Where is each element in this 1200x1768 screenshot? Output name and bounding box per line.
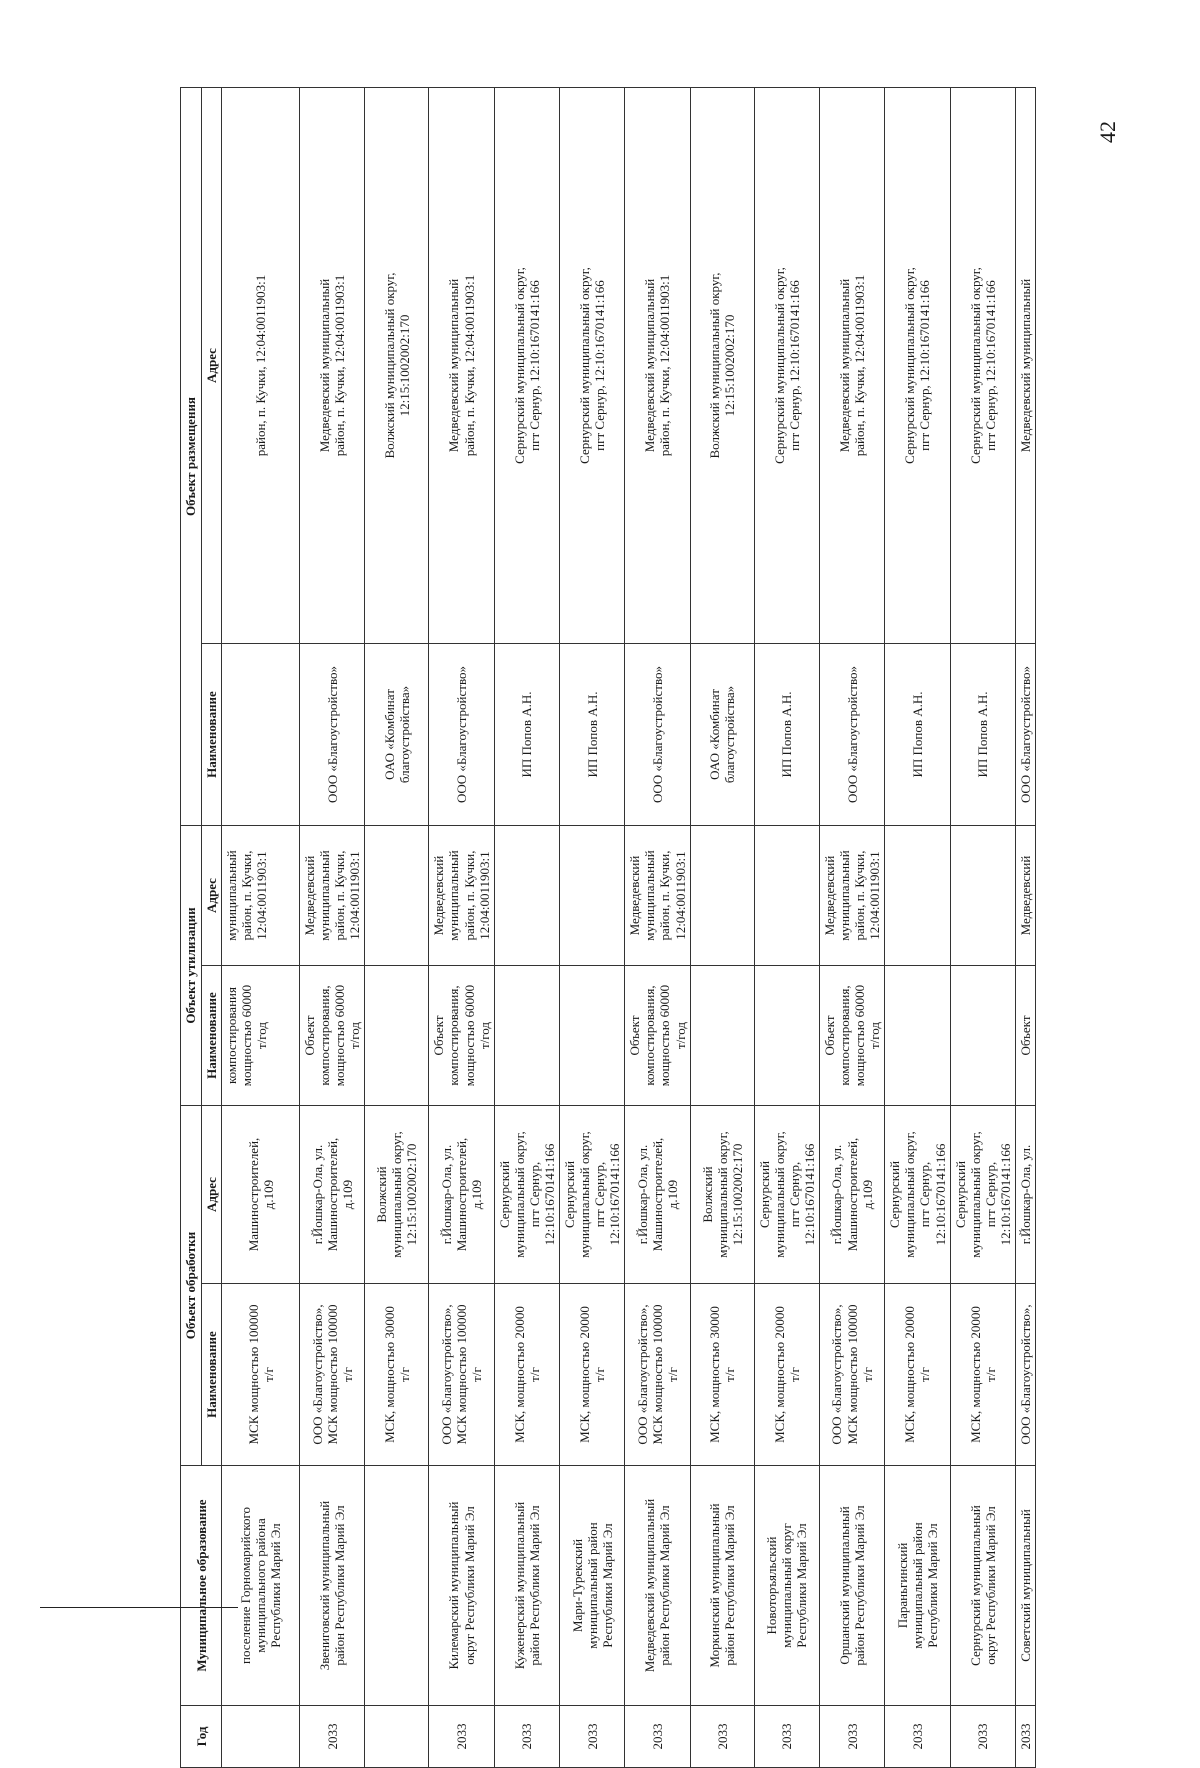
cell-placement-address-text: Медведевский муниципальный район, п. Кучки, 12:04:0011903:1 [446,274,477,457]
table-row [625,87,690,1767]
cell-placement-name-text: ИП Попов А.Н. [779,691,795,778]
cell-processing-name [222,1284,300,1466]
cell-processing-address [819,1106,884,1284]
cell-placement-name [625,644,690,826]
cell-placement-name-text: ООО «Благоустройство» [324,665,340,804]
cell-processing-name [1015,1284,1035,1466]
cell-municipality-text: Сернурский муниципальный округ Республики Марий Эл [967,1505,998,1666]
cell-placement-name [560,644,625,826]
table-row [560,87,625,1767]
cell-utilization-name [690,966,754,1106]
cell-utilization-address-text: муниципальный район, п. Кучки, 12:04:0011903:1 [224,850,270,941]
cell-utilization-address [754,826,819,966]
cell-placement-address [494,87,559,643]
cell-utilization-name [560,966,625,1106]
cell-processing-address-text: г.Йошкар-Ола, ул. Машиностроителей, д.109 [829,1137,875,1252]
cell-processing-address [625,1106,690,1284]
cell-processing-address [690,1106,754,1284]
cell-utilization-address [625,826,690,966]
cell-processing-address [429,1106,494,1284]
cell-processing-address [365,1106,429,1284]
cell-placement-address [754,87,819,643]
cell-municipality-text: Новоторъяльский муниципальный округ Республики Марий Эл [764,1523,810,1648]
header-processing: Объект обработки [181,1106,202,1466]
cell-year-text: 2033 [1017,1723,1033,1750]
cell-placement-address-text: Волжский муниципальный округ, 12:15:1002002:170 [707,272,738,459]
page-number: 42 [1095,121,1120,143]
cell-utilization-name-text: Объект компостирования, мощностью 60000 т/год [821,984,883,1087]
cell-utilization-name [222,966,300,1106]
cell-processing-name-text: ООО «Благоустройство», МСК мощностью 100000 т/г [309,1304,355,1445]
cell-placement-name [300,644,365,826]
cell-municipality-text: Оршанский муниципальный район Республики Марий Эл [837,1505,868,1666]
cell-utilization-address-text: Медведевский муниципальный район, п. Кучки, 12:04:0011903:1 [302,850,363,941]
cell-processing-address [494,1106,559,1284]
cell-placement-name [690,644,754,826]
cell-placement-name-text: ИП Попов А.Н. [519,691,535,778]
cell-utilization-name-text: Объект компостирования, мощностью 60000 т/год [627,984,688,1087]
waste-objects-table [180,87,1036,1768]
cell-placement-address [885,87,950,643]
cell-processing-name [690,1284,754,1466]
cell-placement-address [560,87,625,643]
cell-year-text: 2033 [844,1723,860,1750]
cell-placement-address-text: Медведевский муниципальный район, п. Кучки, 12:04:0011903:1 [642,274,673,457]
cell-processing-address-text: Волжский муниципальный округ, 12:15:1002002:170 [374,1131,420,1258]
cell-year [365,1706,429,1768]
cell-processing-address-text: г.Йошкар-Ола, ул. Машиностроителей, д.109 [438,1137,485,1252]
cell-placement-address [1015,87,1035,643]
cell-year [560,1706,625,1768]
cell-placement-address [365,87,429,643]
cell-processing-name-text: МСК, мощностью 30000 т/г [707,1306,738,1443]
cell-placement-name [819,644,884,826]
cell-placement-address-text: Сернурский муниципальный округ, пгт Сернур, 12:10:1670141:166 [902,267,933,464]
cell-utilization-address [560,826,625,966]
cell-processing-name-text: МСК, мощностью 20000 т/г [967,1306,998,1443]
cell-utilization-address [690,826,754,966]
cell-year [222,1706,300,1768]
cell-utilization-address [300,826,365,966]
table-row [300,87,365,1767]
cell-year [950,1706,1015,1768]
cell-utilization-address [365,826,429,966]
cell-placement-address [222,87,300,643]
cell-processing-address-text: г.Йошкар-Ола, ул. [1017,1144,1033,1245]
cell-placement-name [429,644,494,826]
cell-processing-address-text: Сернурский муниципальный округ, пгт Сернур, 12:10:1670141:166 [952,1131,1013,1258]
cell-utilization-name-text: компостирования мощностью 60000 т/год [224,984,270,1087]
table-row [690,87,754,1767]
cell-placement-address-text: Сернурский муниципальный округ, пгт Сернур, 12:10:1670141:166 [577,267,608,464]
cell-municipality-text: Моркинский муниципальный район Республики Марий Эл [707,1503,738,1668]
cell-year [754,1706,819,1768]
cell-placement-name-text: ИП Попов А.Н. [584,691,600,778]
cell-processing-address [950,1106,1015,1284]
cell-placement-name [365,644,429,826]
cell-processing-address-text: Сернурский муниципальный округ, пгт Сернур, 12:10:1670141:166 [756,1131,817,1258]
cell-municipality-text: Килемарский муниципальный округ Республики Марий Эл [446,1501,477,1670]
cell-processing-name-text: МСК, мощностью 20000 т/г [511,1306,542,1443]
cell-placement-name [950,644,1015,826]
cell-utilization-name-text: Объект компостирования, мощностью 60000 т/год [302,984,363,1087]
cell-utilization-name [494,966,559,1106]
table-row [494,87,559,1767]
table-row [950,87,1015,1767]
cell-processing-name-text: ООО «Благоустройство», МСК мощностью 100000 т/г [829,1304,875,1445]
cell-placement-name [494,644,559,826]
cell-processing-address-text: Машиностроителей, д.109 [245,1137,276,1252]
cell-processing-name-text: ООО «Благоустройство», МСК мощностью 100000 т/г [634,1304,681,1445]
cell-year [625,1706,690,1768]
cell-municipality-text: Куженерский муниципальный район Республики Марий Эл [511,1501,542,1670]
cell-placement-address-text: Медведевский муниципальный [1017,278,1033,453]
cell-municipality-text: Советский муниципальный [1017,1509,1033,1662]
rotated-table-container [180,88,1060,1768]
cell-placement-address-text: Медведевский муниципальный район, п. Кучки, 12:04:0011903:1 [317,274,348,457]
cell-placement-address-text: Сернурский муниципальный округ, пгт Сернур, 12:10:1670141:166 [771,267,802,464]
header-placement-name: Наименование [202,644,222,826]
table-row [429,87,494,1767]
cell-year-text: 2033 [324,1723,340,1750]
cell-placement-name-text: ООО «Благоустройство» [1017,665,1033,804]
cell-processing-name [429,1284,494,1466]
cell-processing-name [625,1284,690,1466]
header-placement: Объект размещения [181,87,202,825]
header-utilization-name: Наименование [202,966,222,1106]
cell-processing-name-text: МСК, мощностью 20000 т/г [577,1306,608,1443]
cell-processing-name-text: МСК, мощностью 20000 т/г [771,1306,802,1443]
cell-processing-name [754,1284,819,1466]
cell-processing-address-text: Сернурский муниципальный округ, пгт Сернур, 12:10:1670141:166 [496,1131,557,1258]
cell-processing-name [365,1284,429,1466]
cell-processing-name [819,1284,884,1466]
cell-placement-name-text: ОАО «Комбинат благоустройства» [707,685,738,784]
header-utilization-address: Адрес [202,826,222,966]
cell-placement-name-text: ИП Попов А.Н. [909,691,925,778]
cell-municipality-text: Параньгинский муниципальный район Республики Марий Эл [894,1522,940,1649]
cell-processing-address-text: г.Йошкар-Ола, ул. Машиностроителей, д.109 [634,1137,681,1252]
cell-processing-name-text: МСК мощностью 100000 т/г [245,1304,276,1445]
cell-utilization-address [950,826,1015,966]
cell-processing-name [300,1284,365,1466]
cell-year-text: 2033 [454,1723,469,1750]
cell-processing-address-text: Волжский муниципальный округ, 12:15:1002002:170 [699,1131,745,1258]
cell-placement-address [625,87,690,643]
cell-processing-name-text: МСК, мощностью 20000 т/г [902,1306,933,1443]
cell-year-text: 2033 [519,1723,535,1750]
cell-municipality-text: Звениговский муниципальный район Республики Марий Эл [317,1500,348,1671]
cell-utilization-address [429,826,494,966]
cell-placement-name [754,644,819,826]
table-body [222,87,1036,1767]
cell-utilization-address-text: Медведевский муниципальный район, п. Кучки, 12:04:0011903:1 [431,850,492,941]
cell-utilization-name [819,966,884,1106]
header-municipality: Муниципальное образование [181,1466,222,1706]
cell-year-text: 2033 [649,1723,665,1750]
cell-processing-address [1015,1106,1035,1284]
cell-municipality-text: Мари-Турекский муниципальный район Республики Марий Эл [569,1522,615,1649]
cell-utilization-name [365,966,429,1106]
cell-placement-address-text: Волжский муниципальный округ, 12:15:1002002:170 [381,272,412,459]
cell-utilization-name [1015,966,1035,1106]
table-row [365,87,429,1767]
cell-processing-address-text: г.Йошкар-Ола, ул. Машиностроителей, д.109 [309,1137,355,1252]
cell-utilization-name-text: Объект [1017,1015,1033,1056]
table-row [754,87,819,1767]
cell-processing-address-text: Сернурский муниципальный округ, пгт Сернур, 12:10:1670141:166 [887,1131,948,1258]
cell-utilization-address [222,826,300,966]
cell-utilization-name [754,966,819,1106]
table-header [181,87,222,1767]
cell-year [1015,1706,1035,1768]
cell-year [494,1706,559,1768]
cell-processing-name [950,1284,1015,1466]
cell-year [690,1706,754,1768]
header-processing-name: Наименование [202,1284,222,1466]
header-year: Год [181,1706,222,1768]
cell-utilization-name [300,966,365,1106]
table-row [222,87,300,1767]
cell-placement-address [429,87,494,643]
cell-processing-address [222,1106,300,1284]
cell-processing-name [494,1284,559,1466]
table-row [819,87,884,1767]
cell-processing-address [560,1106,625,1284]
cell-year [429,1706,494,1768]
cell-year [885,1706,950,1768]
cell-year-text: 2033 [779,1723,795,1750]
cell-placement-address-text: Сернурский муниципальный округ, пгт Сернур, 12:10:1670141:166 [511,267,542,464]
cell-year [819,1706,884,1768]
cell-placement-name-text: ООО «Благоустройство» [454,665,469,804]
cell-placement-name-text: ОАО «Комбинат благоустройства» [381,685,412,784]
cell-utilization-address [885,826,950,966]
cell-utilization-name [625,966,690,1106]
cell-utilization-name [885,966,950,1106]
cell-utilization-name-text: Объект компостирования, мощностью 60000 т/год [431,984,492,1087]
cell-year-text: 2033 [909,1723,925,1750]
cell-year-text: 2033 [584,1723,600,1750]
cell-municipality-text: Медведевский муниципальный район Республики Марий Эл [642,1498,673,1673]
cell-placement-address [950,87,1015,643]
cell-placement-name-text: ООО «Благоустройство» [844,665,860,804]
cell-year-text: 2033 [975,1723,991,1750]
cell-placement-address [300,87,365,643]
header-processing-address: Адрес [202,1106,222,1284]
cell-processing-name [560,1284,625,1466]
cell-year-text: 2033 [714,1723,730,1750]
cell-placement-name-text: ООО «Благоустройство» [649,665,665,804]
cell-placement-name [1015,644,1035,826]
cell-utilization-address [819,826,884,966]
cell-processing-name-text: МСК, мощностью 30000 т/г [381,1306,412,1443]
cell-utilization-address-text: Медведевский муниципальный район, п. Кучки, 12:04:0011903:1 [627,850,688,941]
cell-placement-name [885,644,950,826]
cell-processing-name-text: ООО «Благоустройство», МСК мощностью 100000 т/г [438,1304,485,1445]
cell-placement-address-text: Сернурский муниципальный округ, пгт Сернур, 12:10:1670141:166 [967,267,998,464]
cell-placement-address [690,87,754,643]
footnote-divider [40,1607,238,1608]
cell-processing-address [300,1106,365,1284]
cell-placement-name-text: ИП Попов А.Н. [975,691,991,778]
cell-utilization-name [950,966,1015,1106]
table-row [1015,87,1035,1767]
cell-processing-address [754,1106,819,1284]
cell-year [300,1706,365,1768]
cell-utilization-address-text: Медведевский [1017,855,1033,936]
cell-utilization-name [429,966,494,1106]
cell-placement-address-text: Медведевский муниципальный район, п. Кучки, 12:04:0011903:1 [837,274,868,457]
cell-placement-address [819,87,884,643]
cell-processing-address-text: Сернурский муниципальный округ, пгт Сернур, 12:10:1670141:166 [562,1131,623,1258]
header-placement-address: Адрес [202,87,222,643]
cell-municipality-text: поселение Горномарийского муниципального района Республики Марий Эл [237,1507,284,1665]
cell-utilization-address-text: Медведевский муниципальный район, п. Кучки, 12:04:0011903:1 [821,850,883,941]
cell-utilization-address [494,826,559,966]
cell-utilization-address [1015,826,1035,966]
cell-placement-name [222,644,300,826]
header-utilization: Объект утилизации [181,826,202,1106]
table-row [885,87,950,1767]
cell-processing-name [885,1284,950,1466]
cell-processing-name-text: ООО «Благоустройство», [1017,1304,1033,1445]
cell-processing-address [885,1106,950,1284]
cell-placement-address-text: район, п. Кучки, 12:04:0011903:1 [253,274,269,457]
